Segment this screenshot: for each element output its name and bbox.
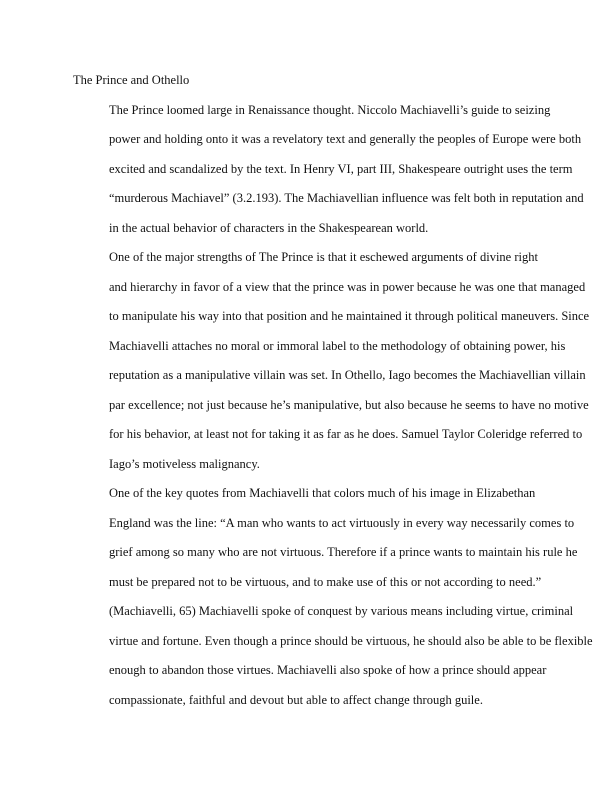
paragraph-line: reputation as a manipulative villain was set. In Othello, Iago becomes the Machiavellian villain <box>109 368 586 382</box>
paragraph-line: virtue and fortune. Even though a prince should be virtuous, he should also be able to be flexible <box>109 633 593 648</box>
document-title: The Prince and Othello <box>73 73 190 87</box>
paragraph-line: Iago’s motiveless malignancy. <box>109 456 260 471</box>
paragraph-line: par excellence; not just because he’s manipulative, but also because he seems to have no motive <box>109 397 589 412</box>
paragraph-line: in the actual behavior of characters in the Shakespearean world. <box>109 220 429 235</box>
paragraph-line: compassionate, faithful and devout but able to affect change through guile. <box>109 692 483 707</box>
paragraph-line: and hierarchy in favor of a view that the prince was in power because he was one that managed <box>109 279 586 294</box>
paragraph-2 <box>73 243 590 479</box>
paragraph-line: (Machiavelli, 65) Machiavelli spoke of conquest by various means including virtue, criminal <box>109 604 574 618</box>
paragraph-line: for his behavior, at least not for taking it as far as he does. Samuel Taylor Coleridge referred to <box>109 427 583 441</box>
paragraph-line: The Prince loomed large in Renaissance thought. Niccolo Machiavelli’s guide to seizing <box>109 102 551 117</box>
paragraph-line: Machiavelli attaches no moral or immoral label to the methodology of obtaining power, his <box>109 338 566 353</box>
paragraph-line: enough to abandon those virtues. Machiavelli also spoke of how a prince should appear <box>109 663 547 677</box>
paragraph-line: “murderous Machiavel” (3.2.193). The Machiavellian influence was felt both in reputation and <box>109 191 584 205</box>
paragraph-line: must be prepared not to be virtuous, and to make use of this or not according to need.” <box>109 574 542 589</box>
paragraph-line: England was the line: “A man who wants to act virtuously in every way necessarily comes to <box>109 515 575 530</box>
paragraph-line: One of the key quotes from Machiavelli that colors much of his image in Elizabethan <box>109 486 536 500</box>
paragraph-line: grief among so many who are not virtuous. Therefore if a prince wants to maintain his rule he <box>109 545 578 559</box>
paragraph-line: One of the major strengths of The Prince is that it eschewed arguments of divine right <box>109 250 538 264</box>
paragraph-line: excited and scandalized by the text. In Henry VI, part III, Shakespeare outright uses the term <box>109 161 573 176</box>
paragraph-3 <box>73 479 593 715</box>
paragraph-line: power and holding onto it was a revelatory text and generally the peoples of Europe were both <box>109 132 582 146</box>
paragraph-1 <box>73 96 584 244</box>
paragraph-line: to manipulate his way into that position and he maintained it through political maneuvers. Since <box>109 309 590 323</box>
document-body <box>73 66 593 715</box>
